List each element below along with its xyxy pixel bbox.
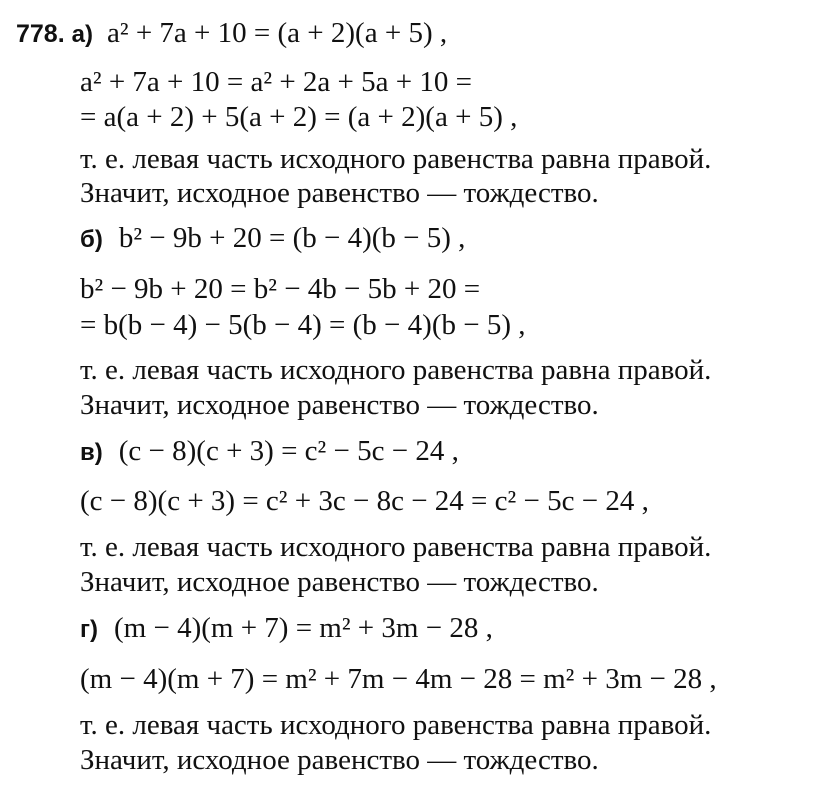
part-a-conclusion-line-2: Значит, исходное равенство — тождество.: [80, 177, 599, 209]
part-b-header: [80, 224, 465, 253]
part-a-work-line-2: = a(a + 2) + 5(a + 2) = (a + 2)(a + 5) ,: [80, 101, 518, 133]
problem-number: 778.: [16, 20, 65, 48]
part-c-work-line-1: (c − 8)(c + 3) = c² + 3c − 8c − 24 = c² − 5c − 24 ,: [80, 485, 649, 517]
part-c-statement: (c − 8)(c + 3) = c² − 5c − 24 ,: [118, 435, 459, 467]
part-a-header: [16, 19, 447, 48]
part-b-label: б): [80, 226, 103, 253]
part-a-work-line-1: a² + 7a + 10 = a² + 2a + 5a + 10 =: [80, 66, 472, 98]
part-c-conclusion-line-2: Значит, исходное равенство — тождество.: [80, 566, 599, 598]
part-b-statement: b² − 9b + 20 = (b − 4)(b − 5) ,: [118, 222, 466, 254]
part-d-label: г): [80, 616, 98, 643]
part-b-work-line-1: b² − 9b + 20 = b² − 4b − 5b + 20 =: [80, 273, 481, 305]
part-c-label: в): [80, 439, 103, 466]
part-d-conclusion-line-2: Значит, исходное равенство — тождество.: [80, 744, 599, 776]
part-d-statement: (m − 4)(m + 7) = m² + 3m − 28 ,: [114, 612, 493, 644]
part-c-conclusion-line-1: т. е. левая часть исходного равенства равна правой.: [80, 531, 712, 563]
part-c-header: [80, 437, 459, 466]
part-b-work-line-2: = b(b − 4) − 5(b − 4) = (b − 4)(b − 5) ,: [80, 309, 526, 341]
part-a-label: а): [71, 21, 94, 48]
part-d-work-line-1: (m − 4)(m + 7) = m² + 7m − 4m − 28 = m² + 3m − 28 ,: [80, 663, 717, 695]
part-d-header: [80, 614, 493, 643]
part-b-conclusion-line-1: т. е. левая часть исходного равенства равна правой.: [80, 354, 712, 386]
part-b-conclusion-line-2: Значит, исходное равенство — тождество.: [80, 389, 599, 421]
part-d-conclusion-line-1: т. е. левая часть исходного равенства равна правой.: [80, 709, 712, 741]
part-a-statement: a² + 7a + 10 = (a + 2)(a + 5) ,: [107, 17, 448, 49]
part-a-conclusion-line-1: т. е. левая часть исходного равенства равна правой.: [80, 143, 712, 175]
